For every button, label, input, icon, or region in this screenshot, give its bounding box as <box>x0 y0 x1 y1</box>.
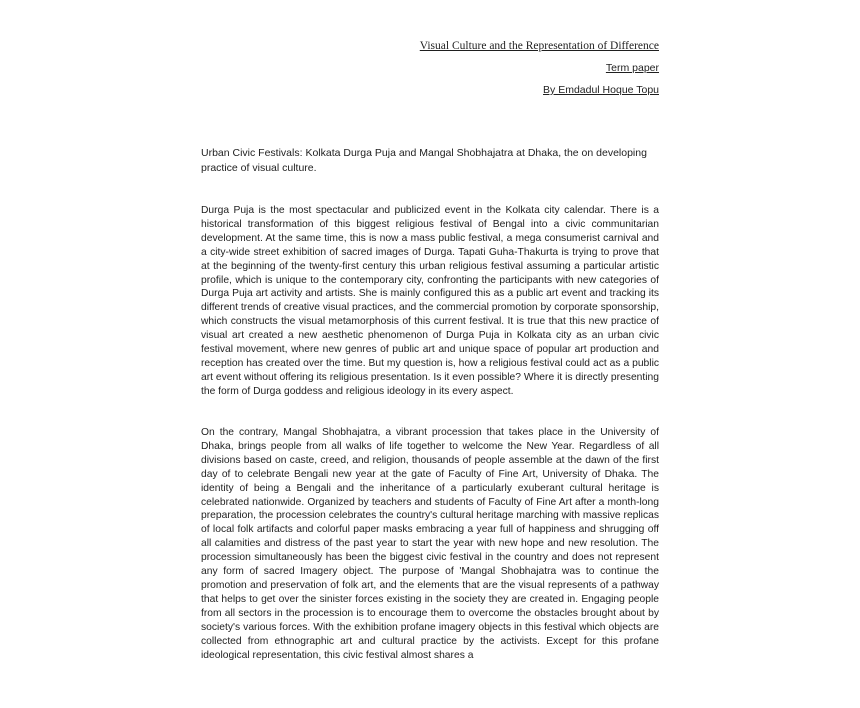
paragraph-mangal-shobhajatra: On the contrary, Mangal Shobhajatra, a vibrant procession that takes place in the University of Dhaka, brings people from all walks of life together to welcome the New Year. Regardless of all divisions based on caste, creed, and religion, thousands of people assemble at the dawn of the first day of to celebrate Bengali new year at the gate of Faculty of Fine Art, University of Dhaka. The identity of being a Bengali and the inheritance of a particularly exuberant cultural heritage is celebrated nationwide. Organized by teachers and students of Faculty of Fine Art after a month-long preparation, the procession celebrates the country's cultural heritage marching with massive replicas of local folk artifacts and colorful paper masks embracing a year full of happiness and shrugging off all calamities and distress of the past year to start the year with new hope and new resolution. The procession simultaneously has been the biggest civic festival in the country and does not represent any form of sacred Imagery object. The purpose of 'Mangal Shobhajatra was to continue the promotion and preservation of folk art, and the elements that are the visual represents of a pathway that helps to get over the sinister forces existing in the society they are created in. Engaging people from all sectors in the procession is to encourage them to overcome the obstacles brought about by society's various forces. With the exhibition profane imagery objects in this festival which objects are collected from ethnographic art and cultural practice by the activists. Except for this profane ideological representation, this civic festival almost shares a <box>201 427 659 661</box>
author-line: By Emdadul Hoque Topu <box>543 84 659 96</box>
document-type: Term paper <box>605 62 659 74</box>
course-title: Visual Culture and the Representation of Difference <box>419 40 659 52</box>
paragraph-durga-puja: Durga Puja is the most spectacular and publicized event in the Kolkata city calendar. There is a historical transformation of this biggest religious festival of Bengal into a civic communitarian development. At the same time, this is now a mass public festival, a mega consumerist carnival and a city-wide street exhibition of sacred images of Durga. Tapati Guha-Thakurta is trying to prove that at the beginning of the twenty-first century this urban religious festival assuming a particular artistic profile, which is unique to the contemporary city, confronting the participants with new categories of Durga Puja art activity and artists. She is mainly configured this as a public art event and tracking its different trends of creative visual practices, and the commercial promotion by corporate sponsorship, which constructs the visual metamorphosis of this current festival. It is true that this new practice of visual art created a new aesthetic phenomenon of Durga Puja in Kolkata city as an urban civic festival movement, where new genres of public art and unique space of popular art production and reception has created over the time. But my question is, how a religious festival could act as a public art event without offering its religious presentation. Is it even possible? Where it is directly presenting the form of Durga goddess and religious ideology in its every aspect. <box>201 205 659 397</box>
paper-title: Urban Civic Festivals: Kolkata Durga Puja and Mangal Shobhajatra at Dhaka, the on developing practice of visual culture. <box>201 147 647 174</box>
